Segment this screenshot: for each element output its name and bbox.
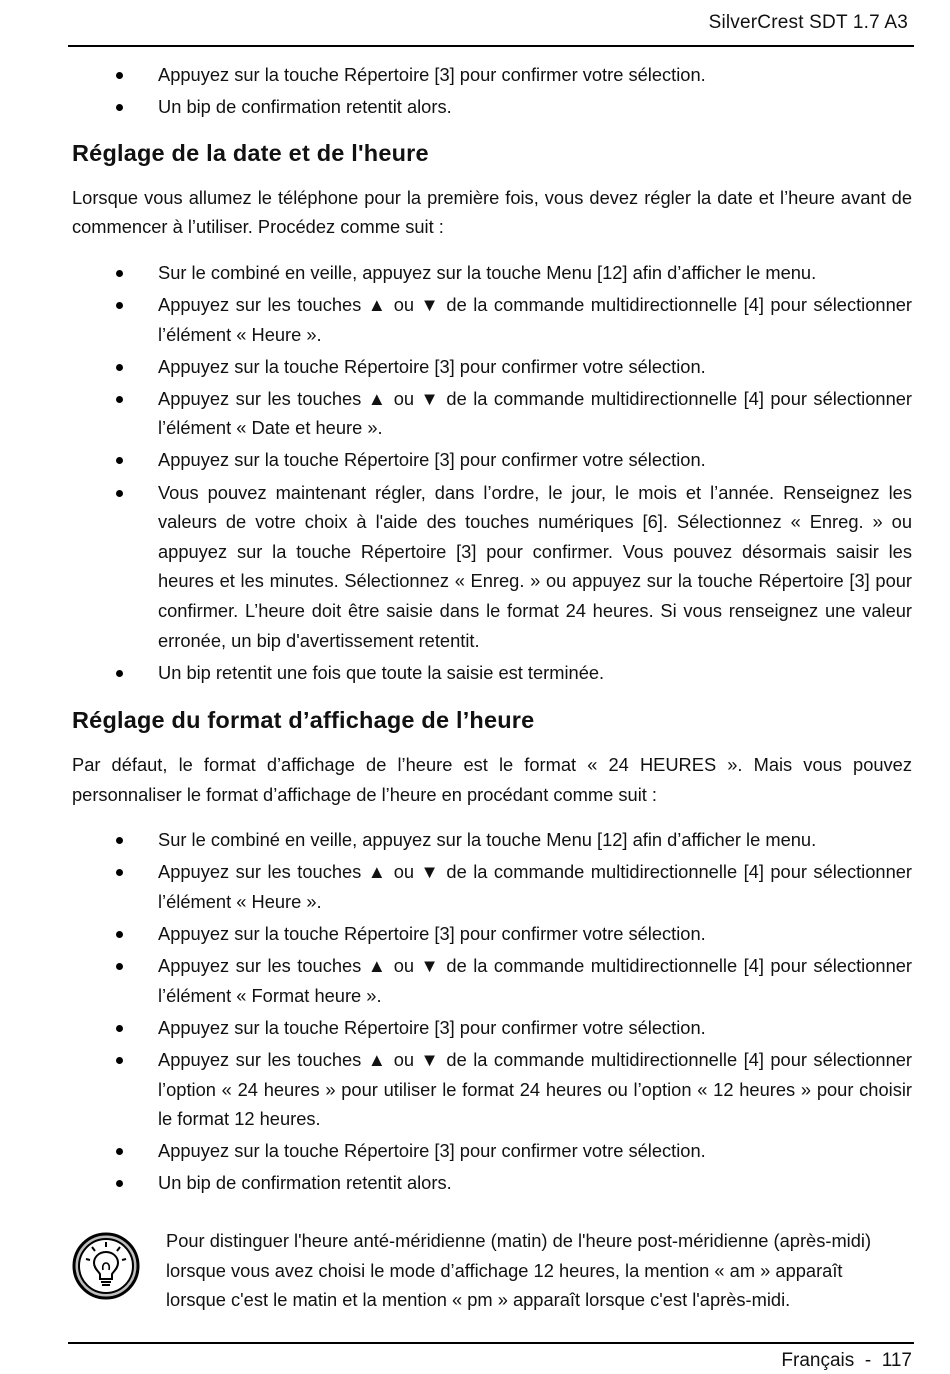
page-footer: [68, 1342, 914, 1371]
bullet-icon: [116, 931, 123, 938]
bullet-icon: [116, 869, 123, 876]
list-item: Appuyez sur la touche Répertoire [3] pour confirmer votre sélection.: [72, 60, 912, 90]
date-time-steps-list: [72, 258, 912, 687]
list-item: Appuyez sur les touches ▲ ou ▼ de la commande multidirectionnelle [4] pour sélectionner l’élément « Date et heure ».: [72, 384, 912, 443]
bullet-icon: [116, 270, 123, 277]
list-item: Appuyez sur la touche Répertoire [3] pour confirmer votre sélection.: [72, 1013, 912, 1043]
list-item: Appuyez sur les touches ▲ ou ▼ de la commande multidirectionnelle [4] pour sélectionner l’élément « Heure ».: [72, 857, 912, 916]
bullet-icon: [116, 670, 123, 677]
lightbulb-icon: [72, 1232, 140, 1300]
bullet-icon: [116, 490, 123, 497]
list-item: Un bip retentit une fois que toute la saisie est terminée.: [72, 658, 912, 688]
bullet-icon: [116, 72, 123, 79]
section-intro-paragraph: Par défaut, le format d’affichage de l’heure est le format « 24 HEURES ». Mais vous pouvez personnaliser le format d’affichage de l’heure en procédant comme suit :: [72, 754, 912, 805]
list-item: Appuyez sur les touches ▲ ou ▼ de la commande multidirectionnelle [4] pour sélectionner l’option « 24 heures » pour utiliser le format 24 heures ou l’option « 12 heures » pour choisir le format 12 heures.: [72, 1045, 912, 1134]
list-item: Un bip de confirmation retentit alors.: [72, 1168, 912, 1198]
bullet-icon: [116, 1025, 123, 1032]
list-item: Appuyez sur la touche Répertoire [3] pour confirmer votre sélection.: [72, 919, 912, 949]
bullet-icon: [116, 302, 123, 309]
list-item: Appuyez sur la touche Répertoire [3] pour confirmer votre sélection.: [72, 1136, 912, 1166]
list-item: Appuyez sur les touches ▲ ou ▼ de la commande multidirectionnelle [4] pour sélectionner l’élément « Format heure ».: [72, 951, 912, 1010]
section-intro-paragraph: Lorsque vous allumez le téléphone pour la première fois, vous devez régler la date et l’heure avant de commencer à l’utiliser. Procédez comme suit :: [72, 186, 912, 238]
bullet-icon: [116, 1148, 123, 1155]
tip-note: [72, 1226, 912, 1316]
page-header: [68, 10, 914, 47]
bullet-icon: [116, 1180, 123, 1187]
bullet-icon: [116, 963, 123, 970]
list-item: Appuyez sur la touche Répertoire [3] pour confirmer votre sélection.: [72, 352, 912, 382]
list-item: Appuyez sur les touches ▲ ou ▼ de la commande multidirectionnelle [4] pour sélectionner l’élément « Heure ».: [72, 290, 912, 349]
list-item: Appuyez sur la touche Répertoire [3] pour confirmer votre sélection.: [72, 445, 912, 475]
intro-bullet-list: [72, 60, 912, 122]
list-item: Sur le combiné en veille, appuyez sur la touche Menu [12] afin d’afficher le menu.: [72, 825, 912, 855]
document-title: SilverCrest SDT 1.7 A3: [708, 12, 908, 33]
page-number: Français - 117: [781, 1350, 912, 1371]
bullet-icon: [116, 104, 123, 111]
bullet-icon: [116, 364, 123, 371]
page-content: [72, 60, 912, 1201]
tip-text: Pour distinguer l'heure anté-méridienne (matin) de l'heure post-méridienne (après-midi) lorsque vous avez choisi le mode d’affichage 12 heures, la mention « am » apparaît lorsque c'est le matin et la mention « pm » apparaît lorsque c'est l'après-midi.: [166, 1230, 872, 1311]
bullet-icon: [116, 837, 123, 844]
bullet-icon: [116, 396, 123, 403]
list-item: Sur le combiné en veille, appuyez sur la touche Menu [12] afin d’afficher le menu.: [72, 258, 912, 288]
bullet-icon: [116, 1057, 123, 1064]
section-heading-date-time: Réglage de la date et de l'heure: [72, 139, 429, 166]
bullet-icon: [116, 457, 123, 464]
section-heading-time-format: Réglage du format d’affichage de l’heure: [72, 707, 535, 734]
time-format-steps-list: [72, 825, 912, 1198]
list-item: Vous pouvez maintenant régler, dans l’ordre, le jour, le mois et l’année. Renseignez les valeurs de votre choix à l'aide des touches numériques [6]. Sélectionnez « Enreg. » ou appuyez sur la touche Répertoire [3] pour confirmer. Vous pouvez désormais saisir les heures et les minutes. Sélectionnez « Enreg. » ou appuyez sur la touche Répertoire [3] pour confirmer. L’heure doit être saisie dans le format 24 heures. Si vous renseignez une valeur erronée, un bip d'avertissement retentit.: [72, 478, 912, 656]
list-item: Un bip de confirmation retentit alors.: [72, 92, 912, 122]
